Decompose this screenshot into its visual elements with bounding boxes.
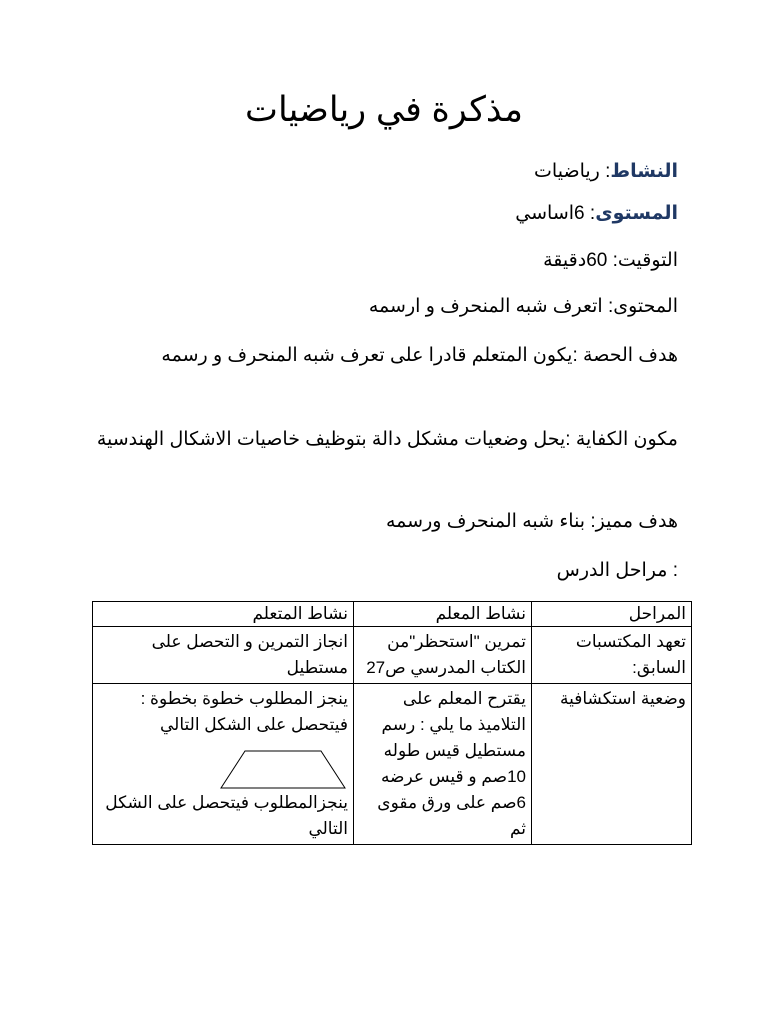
- lesson-stages-heading: : مراحل الدرس: [556, 560, 678, 581]
- row2-learner-text-2: ينجزالمطلوب فيتحصل على الشكل التالي: [105, 793, 348, 838]
- row2-learner-text-1: ينجز المطلوب خطوة بخطوة : فيتحصل على الشكل التالي: [140, 689, 348, 734]
- activity-line: [534, 157, 678, 187]
- row1-stage: تعهد المكتسبات السابق:: [532, 627, 692, 684]
- level-value: : 6اساسي: [515, 203, 596, 224]
- table-row: [93, 627, 692, 684]
- lesson-table: [92, 601, 692, 845]
- trapezoid-figure: [218, 750, 348, 790]
- header-learner-activity: نشاط المتعلم: [93, 602, 354, 627]
- header-teacher-activity: نشاط المعلم: [354, 602, 532, 627]
- table-row: [93, 684, 692, 845]
- level-line: [515, 199, 678, 229]
- content-line: المحتوى: اتعرف شبه المنحرف و ارسمه: [368, 296, 678, 317]
- lesson-goal: هدف الحصة :يكون المتعلم قادرا على تعرف شبه المنحرف و رسمه: [161, 345, 678, 366]
- row2-stage: وضعية استكشافية: [532, 684, 692, 845]
- distinct-goal: هدف مميز: بناء شبه المنحرف ورسمه: [386, 511, 678, 532]
- row2-learner-activity: [93, 684, 354, 845]
- table-header-row: [93, 602, 692, 627]
- row2-teacher-activity: يقترح المعلم على التلاميذ ما يلي : رسم مستطيل قيس طوله 10صم و قيس عرضه 6صم على ورق مقوى ثم: [354, 684, 532, 845]
- level-label: المستوى: [595, 203, 678, 224]
- activity-label: النشاط: [610, 161, 678, 182]
- header-stages: المراحل: [532, 602, 692, 627]
- competence-component: مكون الكفاية :يحل وضعيات مشكل دالة بتوظيف خاصيات الاشكال الهندسية: [96, 429, 678, 450]
- row1-teacher-activity: تمرين "استحظر"من الكتاب المدرسي ص27: [354, 627, 532, 684]
- document-title: مذكرة في رياضيات: [245, 90, 523, 129]
- row1-learner-activity: انجاز التمرين و التحصل على مستطيل: [93, 627, 354, 684]
- activity-value: : رياضيات: [534, 161, 611, 182]
- timing-line: التوقيت: 60دقيقة: [543, 250, 678, 271]
